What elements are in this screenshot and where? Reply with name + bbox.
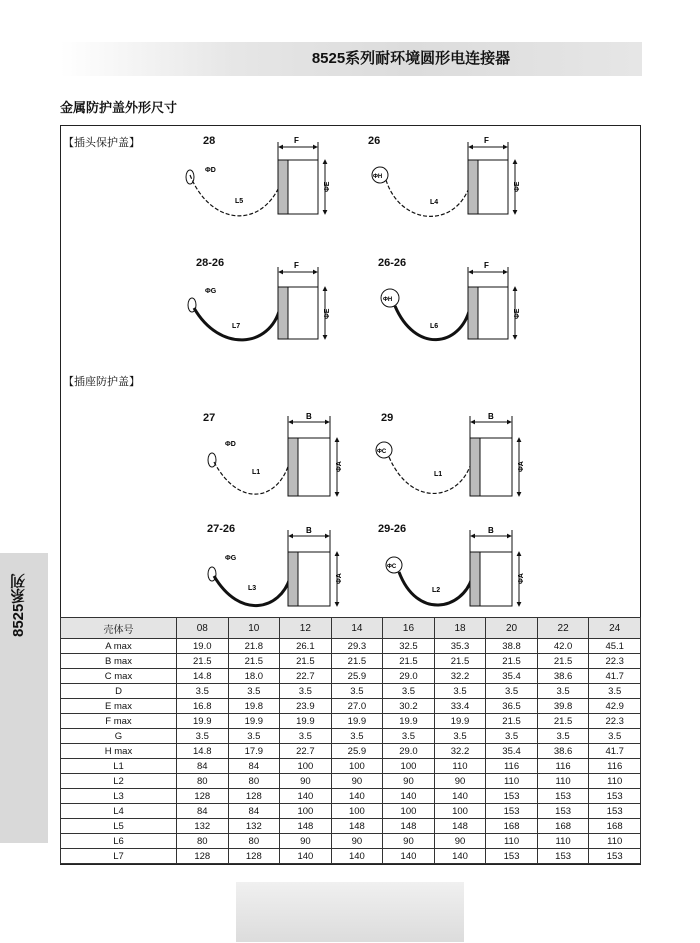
table-cell: 3.5 (331, 684, 383, 699)
table-cell: 132 (177, 819, 229, 834)
dim-h: ΦA (336, 573, 343, 584)
dim-w: B (306, 412, 312, 421)
table-cell: 21.5 (486, 714, 538, 729)
dim-w: F (484, 261, 489, 270)
table-cell: 3.5 (280, 729, 332, 744)
dim-h: ΦA (518, 461, 525, 472)
dim-dia: ΦC (377, 449, 387, 455)
table-cell: 21.8 (228, 639, 280, 654)
row-label: F max (61, 714, 177, 729)
figure-27-drawing (208, 412, 343, 496)
pin-hole (208, 453, 216, 467)
group-label-plug-cover: 【插头保护盖】 (63, 137, 140, 149)
row-label: L4 (61, 804, 177, 819)
dim-dia: ΦG (205, 288, 217, 295)
table-cell: 35.4 (486, 744, 538, 759)
pin-hole (186, 170, 194, 184)
chain (190, 175, 280, 216)
table-cell: 148 (383, 819, 435, 834)
side-tab-label: 8525系列 (10, 573, 27, 637)
table-row (61, 789, 641, 804)
table-cell: 80 (177, 834, 229, 849)
table-cell: 140 (331, 849, 383, 864)
table-cell: 140 (383, 789, 435, 804)
table-cell: 26.1 (280, 639, 332, 654)
figure-label-29-26: 29-26 (378, 523, 407, 535)
table-cell: 140 (280, 849, 332, 864)
table-row (61, 729, 641, 744)
table-cell: 14.8 (177, 669, 229, 684)
table-cell: 32.5 (383, 639, 435, 654)
figure-label-29: 29 (381, 412, 394, 424)
table-cell: 140 (383, 849, 435, 864)
row-label: L6 (61, 834, 177, 849)
row-label: E max (61, 699, 177, 714)
table-cell: 90 (331, 774, 383, 789)
table-cell: 19.9 (177, 714, 229, 729)
dim-h: ΦA (336, 461, 343, 472)
table-cell: 39.8 (537, 699, 589, 714)
table-cell: 21.5 (280, 654, 332, 669)
table-cell: 3.5 (383, 729, 435, 744)
table-cell: 21.5 (228, 654, 280, 669)
table-cell: 153 (486, 849, 538, 864)
table-cell: 90 (434, 774, 486, 789)
table-row (61, 804, 641, 819)
row-label: B max (61, 654, 177, 669)
header-cell: 12 (280, 618, 332, 639)
table-cell: 3.5 (177, 684, 229, 699)
dim-len: L1 (434, 471, 443, 478)
table-cell: 25.9 (331, 744, 383, 759)
table-cell: 21.5 (537, 714, 589, 729)
knurl (468, 287, 478, 339)
table-cell: 128 (177, 789, 229, 804)
figure-label-27-26: 27-26 (207, 523, 236, 535)
table-cell: 116 (537, 759, 589, 774)
section-title: 金属防护盖外形尺寸 (60, 100, 178, 115)
table-cell: 21.5 (331, 654, 383, 669)
table-cell: 110 (537, 774, 589, 789)
table-row (61, 684, 641, 699)
knurl (468, 160, 478, 214)
table-cell: 84 (228, 804, 280, 819)
table-row (61, 774, 641, 789)
figure-28-drawing (186, 136, 331, 216)
knurl (470, 438, 480, 496)
table-cell: 3.5 (280, 684, 332, 699)
table-cell: 22.3 (589, 714, 641, 729)
dim-w: F (294, 136, 299, 145)
dim-len: L4 (430, 199, 439, 206)
table-cell: 140 (434, 849, 486, 864)
table-cell: 110 (486, 774, 538, 789)
dim-h: ΦE (324, 181, 331, 192)
table-cell: 153 (537, 849, 589, 864)
table-cell: 19.9 (434, 714, 486, 729)
row-label: G (61, 729, 177, 744)
header-cell: 20 (486, 618, 538, 639)
table-cell: 29.0 (383, 669, 435, 684)
table-cell: 22.7 (280, 744, 332, 759)
dim-len: L3 (248, 585, 257, 592)
table-cell: 19.8 (228, 699, 280, 714)
table-cell: 3.5 (589, 729, 641, 744)
row-label: L1 (61, 759, 177, 774)
page-title: 8525系列耐环境圆形电连接器 (311, 50, 511, 67)
knurl (288, 552, 298, 606)
table-cell: 148 (280, 819, 332, 834)
dim-dia: ΦG (225, 555, 237, 562)
table-cell: 35.4 (486, 669, 538, 684)
table-cell: 19.9 (331, 714, 383, 729)
table-cell: 3.5 (228, 684, 280, 699)
table-cell: 90 (383, 834, 435, 849)
table-cell: 18.0 (228, 669, 280, 684)
table-cell: 32.2 (434, 669, 486, 684)
dim-w: B (488, 526, 494, 535)
dim-dia: ΦD (225, 441, 236, 448)
table-cell: 29.0 (383, 744, 435, 759)
dim-h: ΦA (518, 573, 525, 584)
table-cell: 153 (589, 849, 641, 864)
header-cell: 24 (589, 618, 641, 639)
table-cell: 153 (589, 804, 641, 819)
table-cell: 110 (434, 759, 486, 774)
header-cell: 08 (177, 618, 229, 639)
dim-len: L5 (235, 198, 244, 205)
table-cell: 38.8 (486, 639, 538, 654)
table-row (61, 699, 641, 714)
table-cell: 128 (177, 849, 229, 864)
table-cell: 3.5 (228, 729, 280, 744)
table-cell: 148 (331, 819, 383, 834)
dimension-table (60, 617, 641, 864)
table-cell: 23.9 (280, 699, 332, 714)
row-label: A max (61, 639, 177, 654)
row-label: D (61, 684, 177, 699)
table-cell: 33.4 (434, 699, 486, 714)
table-cell: 110 (486, 834, 538, 849)
table-cell: 100 (280, 759, 332, 774)
table-cell: 21.5 (383, 654, 435, 669)
table-cell: 19.9 (228, 714, 280, 729)
table-cell: 116 (486, 759, 538, 774)
table-cell: 19.9 (383, 714, 435, 729)
table-cell: 21.5 (177, 654, 229, 669)
table-cell: 19.0 (177, 639, 229, 654)
table-cell: 128 (228, 789, 280, 804)
table-cell: 3.5 (177, 729, 229, 744)
chain (214, 460, 290, 494)
table-cell: 90 (331, 834, 383, 849)
dim-w: B (488, 412, 494, 421)
figure-label-28-26: 28-26 (196, 257, 225, 269)
table-cell: 3.5 (537, 729, 589, 744)
header-cell: 14 (331, 618, 383, 639)
dim-dia: ΦC (387, 564, 397, 570)
table-row (61, 819, 641, 834)
row-label: L5 (61, 819, 177, 834)
dim-h: ΦE (514, 308, 521, 319)
figure-label-27: 27 (203, 412, 216, 424)
header-cell: 10 (228, 618, 280, 639)
table-cell: 22.7 (280, 669, 332, 684)
table-cell: 153 (486, 789, 538, 804)
chain (389, 457, 472, 493)
table-cell: 148 (434, 819, 486, 834)
table-cell: 3.5 (434, 684, 486, 699)
table-cell: 3.5 (537, 684, 589, 699)
chain (386, 180, 470, 216)
table-cell: 27.0 (331, 699, 383, 714)
table-cell: 84 (228, 759, 280, 774)
table-cell: 168 (537, 819, 589, 834)
table-cell: 84 (177, 759, 229, 774)
table-row (61, 669, 641, 684)
table-cell: 100 (331, 804, 383, 819)
table-cell: 3.5 (383, 684, 435, 699)
table-cell: 140 (434, 789, 486, 804)
knurl (278, 160, 288, 214)
figure-27-26-drawing (208, 526, 343, 606)
table-cell: 100 (331, 759, 383, 774)
table-cell: 90 (280, 774, 332, 789)
dim-h: ΦE (324, 308, 331, 319)
table-cell: 17.9 (228, 744, 280, 759)
dim-h: ΦE (514, 181, 521, 192)
table-cell: 153 (537, 804, 589, 819)
knurl (278, 287, 288, 339)
table-row (61, 834, 641, 849)
table-cell: 84 (177, 804, 229, 819)
dim-w: F (294, 261, 299, 270)
knurl (470, 552, 480, 606)
table-cell: 38.6 (537, 744, 589, 759)
table-cell: 100 (383, 804, 435, 819)
table-cell: 29.3 (331, 639, 383, 654)
table-cell: 32.2 (434, 744, 486, 759)
table-cell: 168 (589, 819, 641, 834)
figure-label-28: 28 (203, 135, 216, 147)
figure-26-drawing (372, 136, 521, 216)
table-cell: 45.1 (589, 639, 641, 654)
figure-29-26-drawing (386, 526, 525, 606)
cover-drawings (60, 125, 641, 617)
table-cell: 16.8 (177, 699, 229, 714)
table-cell: 153 (537, 789, 589, 804)
row-label: C max (61, 669, 177, 684)
table-cell: 132 (228, 819, 280, 834)
group-label-socket-cover: 【插座防护盖】 (63, 376, 140, 388)
figure-26-26-drawing (381, 261, 521, 340)
table-cell: 42.9 (589, 699, 641, 714)
dim-len: L2 (432, 587, 441, 594)
table-cell: 21.5 (537, 654, 589, 669)
table-header-row (61, 618, 641, 639)
table-cell: 80 (228, 774, 280, 789)
figure-label-26-26: 26-26 (378, 257, 407, 269)
table-cell: 128 (228, 849, 280, 864)
table-cell: 100 (383, 759, 435, 774)
table-cell: 25.9 (331, 669, 383, 684)
table-cell: 80 (177, 774, 229, 789)
table-cell: 30.2 (383, 699, 435, 714)
table-cell: 38.6 (537, 669, 589, 684)
table-cell: 110 (537, 834, 589, 849)
table-cell: 36.5 (486, 699, 538, 714)
footer-band (236, 882, 464, 942)
table-cell: 116 (589, 759, 641, 774)
table-cell: 90 (434, 834, 486, 849)
header-cell: 18 (434, 618, 486, 639)
dim-dia: ΦD (205, 167, 216, 174)
table-cell: 41.7 (589, 744, 641, 759)
table-cell: 100 (280, 804, 332, 819)
table-cell: 42.0 (537, 639, 589, 654)
row-label: L3 (61, 789, 177, 804)
table-cell: 90 (280, 834, 332, 849)
table-cell: 90 (383, 774, 435, 789)
table-cell: 153 (589, 789, 641, 804)
table-row (61, 654, 641, 669)
table-cell: 3.5 (331, 729, 383, 744)
figure-label-26: 26 (368, 135, 381, 147)
table-cell: 3.5 (486, 684, 538, 699)
figure-28-26-drawing (188, 261, 331, 340)
table-cell: 100 (434, 804, 486, 819)
dim-dia: ΦH (383, 297, 393, 303)
table-cell: 168 (486, 819, 538, 834)
knurl (288, 438, 298, 496)
table-cell: 140 (280, 789, 332, 804)
table-cell: 21.5 (486, 654, 538, 669)
dim-len: L1 (252, 469, 261, 476)
row-label: L2 (61, 774, 177, 789)
table-cell: 110 (589, 834, 641, 849)
table-row (61, 714, 641, 729)
table-row (61, 744, 641, 759)
row-label: H max (61, 744, 177, 759)
table-cell: 140 (331, 789, 383, 804)
dim-dia: ΦH (373, 174, 383, 180)
table-row (61, 759, 641, 774)
table-row (61, 849, 641, 864)
row-label: L7 (61, 849, 177, 864)
dim-len: L7 (232, 323, 241, 330)
figure-29-drawing (376, 412, 525, 496)
dim-w: B (306, 526, 312, 535)
table-cell: 110 (589, 774, 641, 789)
header-cell: 16 (383, 618, 435, 639)
table-cell: 3.5 (486, 729, 538, 744)
table-cell: 153 (486, 804, 538, 819)
table-cell: 80 (228, 834, 280, 849)
dim-len: L6 (430, 323, 439, 330)
table-cell: 22.3 (589, 654, 641, 669)
table-cell: 41.7 (589, 669, 641, 684)
table-cell: 35.3 (434, 639, 486, 654)
dim-w: F (484, 136, 489, 145)
table-cell: 19.9 (280, 714, 332, 729)
table-cell: 3.5 (434, 729, 486, 744)
table-cell: 21.5 (434, 654, 486, 669)
header-cell-label: 壳体号 (61, 618, 177, 639)
table-cell: 14.8 (177, 744, 229, 759)
table-row (61, 639, 641, 654)
table-cell: 3.5 (589, 684, 641, 699)
header-cell: 22 (537, 618, 589, 639)
